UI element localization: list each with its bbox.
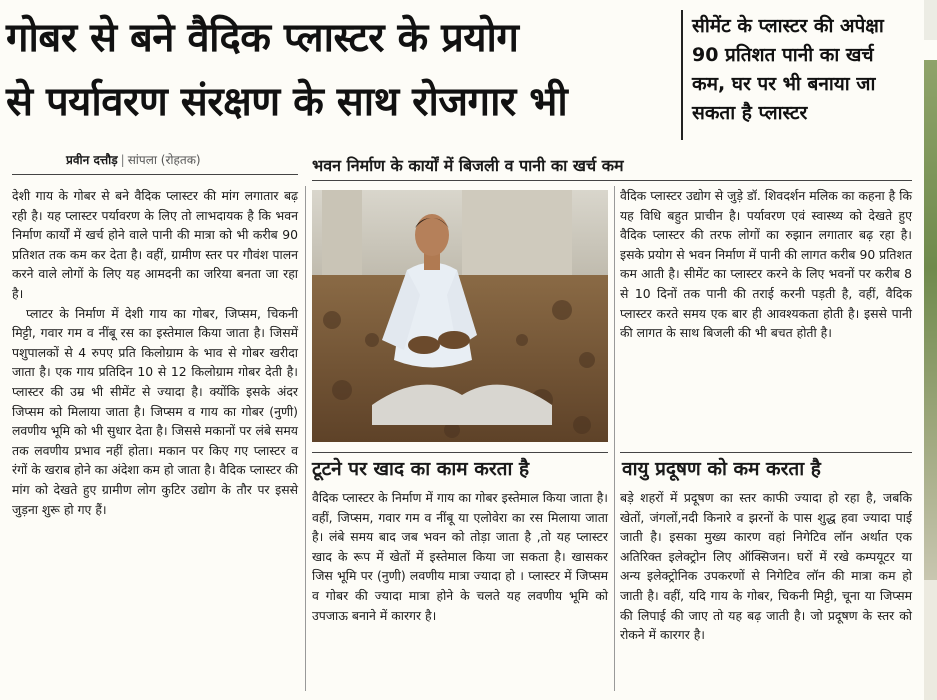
headline-line-1: गोबर से बने वैदिक प्लास्टर के प्रयोग xyxy=(6,15,519,61)
deck-line-1: सीमेंट के प्लास्टर की अपेक्षा xyxy=(692,15,884,37)
article-photo xyxy=(312,190,608,442)
adjacent-clipping-photo xyxy=(924,60,937,580)
photo-illustration xyxy=(312,190,608,442)
deck xyxy=(692,12,922,128)
byline-rule xyxy=(12,174,298,175)
headline-divider xyxy=(681,10,683,140)
section-3-rule xyxy=(620,452,912,453)
headline-line-2: से पर्यावरण संरक्षण के साथ रोजगार भी xyxy=(6,79,568,125)
column-1 xyxy=(12,186,298,519)
byline-author: प्रवीन दत्तौड़ xyxy=(66,153,118,167)
section-3-paragraph: बड़े शहरों में प्रदूषण का स्तर काफी ज्यादा हो रहा है, जबकि खेतों, जंगलों,नदी किनारे व झरनों के पास शुद्ध हवा ज्यादा पाई जाती है। इसका मुख्य कारण वहां निगेटिव लॉन अर्थात एक अतिरिक्त इलेक्ट्रोन लिए ऑक्सिजन। घरों में रखे कम्पयूटर या अन्य इलेक्ट्रोनिक उपकरणों से निगेटिव लॉन की मात्रा कम हो जाती है। वहीं, यदि गाय के गोबर, चिकनी मिट्टी, चूना या जिप्सम की लिपाई की जाए तो यह बढ़ जाती है। जो प्रदूषण के स्तर को रोकने में कारगर है। xyxy=(620,490,912,643)
column-3-paragraph-1: वैदिक प्लास्टर उद्योग से जुड़े डॉ. शिवदर्शन मलिक का कहना है कि यह विधि बहुत प्राचीन है। पर्यावरण एवं स्वास्थ्य को देखते हुए वैदिक प्लास्टर की तरफ लोगों का रुझान लगातार बढ़ रहा है। इसके प्रयोग से भवन निर्माण में पानी की लागत करीब 90 प्रतिशत कम आती है। सीमेंट का प्लास्टर करने के लिए भवनों पर करीब 8 से 10 दिनों तक पानी की तराई करनी पड़ती है, वहीं, वैदिक प्लास्टर करते समय एक बार ही आवश्यकता होती है। इससे पानी की लागत के साथ बिजली की भी बचत होती है। xyxy=(620,188,912,341)
section-2-heading: टूटने पर खाद का काम करता है xyxy=(312,458,530,480)
deck-line-3: कम, घर पर भी बनाया जा xyxy=(692,73,876,95)
section-2-rule xyxy=(312,452,608,453)
byline-location: सांपला (रोहतक) xyxy=(127,153,201,167)
deck-line-4: सकता है प्लास्टर xyxy=(692,102,808,124)
section-3-body xyxy=(620,488,912,645)
byline-separator: | xyxy=(120,153,125,167)
section-3-heading: वायु प्रदूषण को कम करता है xyxy=(622,458,821,480)
section-2-paragraph: वैदिक प्लास्टर के निर्माण में गाय का गोबर इस्तेमाल किया जाता है। वहीं, जिप्सम, गवार गम व नींबू या एलोवेरा का रस मिलाया जाता है। लंबे समय बाद जब भवन को तोड़ा जाता है ,तो यह प्लास्टर खाद के रूप में खेतों में इस्तेमाल किया जा सकता है। खासकर जिस भूमि पर (नुणी) लवणीय मात्रा ज्यादा हो । प्लास्टर में जिप्सम व गोबर की ज्यादा मात्रा होने के चलते यह लवणीय भूमि को उपजाऊ बनाने में कारगर है। xyxy=(312,490,608,623)
deck-line-2: 90 प्रतिशत पानी का खर्च xyxy=(692,44,874,66)
column-3 xyxy=(620,186,912,343)
column-1-paragraph-2: प्लाटर के निर्माण में देशी गाय का गोबर, जिप्सम, चिकनी मिट्टी, गवार गम व नींबू रस का इस्तेमाल किया जाता है। जिसमें पशुपालकों से 4 रुपए प्रति किलोग्राम के भाव से गोबर खरीदा जाता है। एक गाय प्रतिदिन 10 से 12 किलोग्राम गोबर देती है। प्लास्टर की उम्र भी सीमेंट से ज्यादा है। क्योंकि इसके अंदर जिप्सम को मिलाया जाता है। जिप्सम व गाय का गोबर (नुणी) लवणीय भूमि को भी सुधार देता है। जिससे मकानों पर लंबे समय तक लवणीय प्रभाव नहीं होता। मकान पर किए गए प्लास्टर व रंगों के खराब होने का अंदेशा कम हो जाता है। वैदिक प्लास्टर की मांग को देखते हुए ग्रामीण लोग कुटिर उद्योग के तौर पर इससे जुड़ना शुरू हो गए हैं। xyxy=(12,305,298,517)
column-divider-1 xyxy=(305,186,306,691)
byline xyxy=(66,152,201,168)
subhead-rule xyxy=(312,180,912,181)
column-1-paragraph-1: देशी गाय के गोबर से बने वैदिक प्लास्टर की मांग लगातार बढ़ रही है। यह प्लास्टर पर्यावरण के लिए तो लाभदायक है कि भवन निर्माण कार्यों में खर्च होने वाले पानी की मात्रा को भी करीब 90 प्रतिशत तक कम कर देता है। वहीं, ग्रामीण स्तर पर गौवंश पालन करने वाले लोगों के लिए यह आमदनी का जरिया बनता जा रहा है। xyxy=(12,188,298,301)
column-divider-2 xyxy=(614,186,615,691)
headline xyxy=(6,6,666,134)
section-2-body xyxy=(312,488,608,625)
adjacent-clipping-bottom xyxy=(924,580,937,700)
subhead: भवन निर्माण के कार्यों में बिजली व पानी का खर्च कम xyxy=(312,156,624,175)
adjacent-clipping-top xyxy=(924,0,937,40)
